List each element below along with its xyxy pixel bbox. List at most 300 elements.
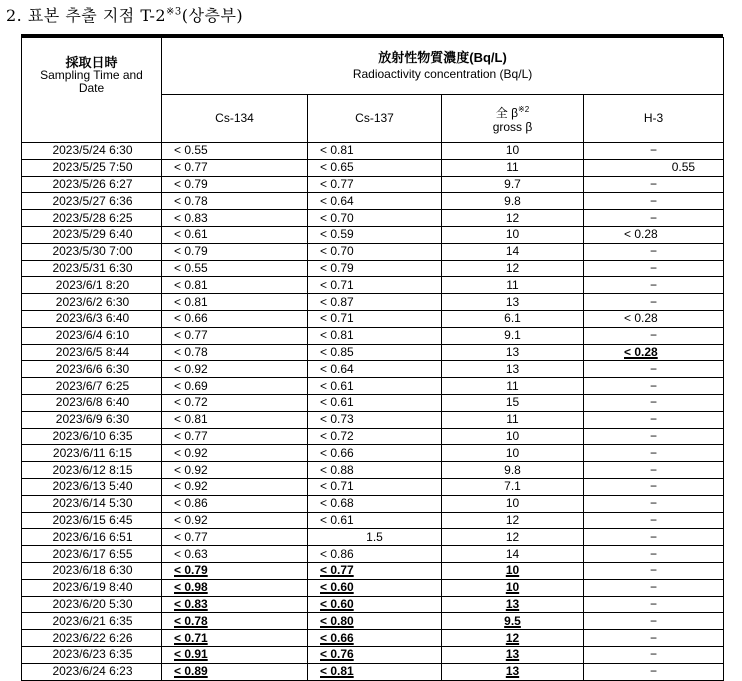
cs137-cell [308,646,442,663]
gross-beta-cell [442,546,584,563]
h3-cell-value: − [650,613,658,628]
h3-cell-value: < 0.28 [624,344,658,359]
sampling-date-cell [22,562,162,579]
sampling-date-cell-value: 2023/6/12 8:15 [52,462,133,477]
table-row [22,327,724,344]
sampling-date-cell-value: 2023/6/10 6:35 [52,428,133,443]
h3-cell-value: − [650,210,658,225]
cs137-cell [308,193,442,210]
h3-cell-value: − [650,294,658,309]
cs134-cell [162,193,308,210]
date-column-header [22,38,162,143]
cs134-cell-value: < 0.79 [174,563,208,578]
gross-beta-cell-value: 10 [505,143,520,158]
gross-beta-cell [442,663,584,680]
sampling-date-cell-value: 2023/6/14 5:30 [52,496,133,511]
cs134-cell [162,378,308,395]
cs137-cell-value: < 0.60 [320,596,354,611]
cs137-cell [308,512,442,529]
table-row [22,596,724,613]
table-row [22,428,724,445]
sampling-date-cell [22,277,162,294]
h3-cell-value: − [650,647,658,662]
h3-cell [584,495,724,512]
cs134-cell [162,226,308,243]
h3-cell [584,546,724,563]
table-row [22,495,724,512]
sampling-date-cell [22,663,162,680]
gross-beta-cell [442,529,584,546]
sampling-date-cell [22,445,162,462]
cs137-header: Cs-137 [308,94,442,142]
sampling-date-cell-value: 2023/6/5 8:44 [55,344,130,359]
gross-beta-cell-value: 9.7 [504,176,521,191]
gross-beta-cell-value: 12 [505,630,520,645]
sampling-date-cell [22,310,162,327]
cs137-cell [308,310,442,327]
table-row [22,361,724,378]
gross-beta-cell-value: 12 [505,210,520,225]
cs134-cell-value: < 0.79 [174,176,208,191]
sampling-date-cell-value: 2023/5/29 6:40 [52,227,133,242]
sampling-date-cell [22,243,162,260]
gross-beta-cell [442,193,584,210]
table-row [22,663,724,680]
h3-cell-value: < 0.28 [624,227,658,242]
cs137-cell [308,210,442,227]
sampling-date-cell-value: 2023/6/6 6:30 [55,361,130,376]
cs134-cell [162,143,308,160]
cs137-cell-value: < 0.61 [320,395,354,410]
cs134-cell-value: < 0.55 [174,260,208,275]
gross-beta-cell-value: 9.8 [504,193,521,208]
gross-beta-cell-value: 12 [505,529,520,544]
cs137-cell [308,394,442,411]
gross-beta-cell-value: 13 [505,664,520,679]
gross-beta-cell [442,159,584,176]
cs134-cell-value: < 0.83 [174,210,208,225]
gross-beta-cell-value: 11 [506,412,519,427]
sampling-date-cell-value: 2023/6/24 6:23 [52,664,133,679]
gross-beta-cell-value: 6.1 [504,311,521,326]
cs137-cell [308,143,442,160]
cs134-cell [162,630,308,647]
table-row [22,159,724,176]
cs137-cell [308,462,442,479]
cs137-cell-value: < 0.81 [320,143,354,158]
h3-cell-value: − [650,630,658,645]
sampling-date-cell-value: 2023/5/26 6:27 [52,176,133,191]
cs137-cell-value: < 0.88 [320,462,354,477]
gross-beta-cell [442,562,584,579]
sampling-date-cell-value: 2023/5/28 6:25 [52,210,133,225]
h3-cell [584,478,724,495]
sampling-date-cell-value: 2023/5/25 7:50 [52,160,133,175]
sampling-date-cell-value: 2023/6/17 6:55 [52,546,133,561]
cs134-cell [162,495,308,512]
table-row [22,646,724,663]
table-row [22,478,724,495]
h3-cell-value: − [650,580,658,595]
h3-cell [584,512,724,529]
cs137-cell [308,613,442,630]
table-row [22,546,724,563]
h3-cell-value: − [650,328,658,343]
cs134-cell [162,411,308,428]
h3-cell [584,646,724,663]
cs134-cell-value: < 0.77 [174,160,208,175]
sampling-date-cell [22,361,162,378]
gross-beta-en: gross β [492,119,533,134]
cs134-cell-value: < 0.81 [174,294,208,309]
h3-cell-value: − [650,176,658,191]
h3-header: H-3 [584,94,724,142]
sampling-date-cell-value: 2023/6/21 6:35 [52,613,133,628]
h3-cell [584,327,724,344]
cs137-cell-value: < 0.87 [320,294,354,309]
gross-beta-cell-value: 14 [505,546,520,561]
h3-cell [584,260,724,277]
gross-beta-cell [442,378,584,395]
h3-cell [584,445,724,462]
table-row [22,630,724,647]
gross-beta-cell-value: 7.1 [504,479,521,494]
cs137-cell-value: < 0.68 [320,496,354,511]
cs134-cell [162,344,308,361]
cs137-cell [308,277,442,294]
cs137-cell-value: < 0.61 [320,512,354,527]
gross-beta-cell-value: 15 [505,395,520,410]
table-row [22,529,724,546]
cs134-cell-value: < 0.92 [174,361,208,376]
sampling-date-cell [22,579,162,596]
h3-cell [584,562,724,579]
sampling-date-cell-value: 2023/6/18 6:30 [52,563,133,578]
cs134-cell-value: < 0.89 [174,664,208,679]
h3-cell-value: 0.55 [671,160,696,175]
gross-beta-cell-value: 13 [505,361,520,376]
table-row [22,445,724,462]
cs137-cell [308,159,442,176]
table-row [22,176,724,193]
h3-cell [584,277,724,294]
h3-cell-value: − [650,361,658,376]
cs137-cell [308,478,442,495]
table-row [22,294,724,311]
h3-cell [584,226,724,243]
h3-cell [584,596,724,613]
h3-cell [584,193,724,210]
cs137-cell [308,344,442,361]
cs134-cell-value: < 0.92 [174,479,208,494]
sampling-date-cell-value: 2023/5/30 7:00 [52,244,133,259]
gross-beta-cell [442,243,584,260]
gross-beta-cell [442,226,584,243]
gross-beta-cell-value: 11 [506,160,519,175]
cs134-cell [162,277,308,294]
h3-cell [584,428,724,445]
cs134-cell [162,646,308,663]
group-header-ja: 放射性物質濃度(Bq/L) [378,49,507,65]
h3-cell-value: − [650,277,658,292]
cs137-cell-value: < 0.65 [320,160,354,175]
sampling-date-cell [22,344,162,361]
cs134-cell [162,327,308,344]
table-row [22,613,724,630]
table-row [22,411,724,428]
sampling-date-cell-value: 2023/6/13 5:40 [52,479,133,494]
cs137-cell-value: < 0.73 [320,412,354,427]
cs134-cell [162,428,308,445]
sampling-date-cell [22,210,162,227]
table-row [22,193,724,210]
h3-cell-value: − [650,428,658,443]
sampling-date-cell-value: 2023/6/22 6:26 [52,630,133,645]
cs137-cell [308,630,442,647]
gross-beta-cell-value: 11 [506,277,519,292]
cs137-cell-value: < 0.77 [320,563,354,578]
sampling-date-cell-value: 2023/5/27 6:36 [52,193,133,208]
h3-cell [584,394,724,411]
cs137-cell [308,327,442,344]
cs137-cell-value: < 0.79 [320,260,354,275]
h3-cell-value: − [650,193,658,208]
sampling-date-cell-value: 2023/6/3 6:40 [55,311,130,326]
cs137-cell [308,378,442,395]
gross-beta-cell [442,512,584,529]
cs134-cell-value: < 0.78 [174,193,208,208]
gross-beta-cell [442,344,584,361]
cs137-cell-value: < 0.60 [320,580,354,595]
cs137-cell [308,361,442,378]
cs134-cell [162,394,308,411]
cs134-cell-value: < 0.78 [174,344,208,359]
h3-cell-value: − [650,529,658,544]
gross-beta-cell [442,327,584,344]
h3-cell-value: < 0.28 [624,311,658,326]
sampling-date-cell [22,428,162,445]
h3-cell [584,462,724,479]
gross-beta-cell [442,646,584,663]
h3-cell-value: − [650,664,658,679]
cs137-cell [308,529,442,546]
table-row [22,579,724,596]
cs134-cell-value: < 0.69 [174,378,208,393]
cs137-cell [308,663,442,680]
h3-cell [584,310,724,327]
cs137-cell-value: < 0.61 [320,378,354,393]
cs137-cell-value: < 0.81 [320,328,354,343]
cs134-cell-value: < 0.72 [174,395,208,410]
cs134-cell [162,546,308,563]
h3-cell [584,613,724,630]
sampling-date-cell [22,462,162,479]
table-row [22,562,724,579]
cs134-cell [162,663,308,680]
cs137-cell [308,411,442,428]
sampling-date-cell [22,143,162,160]
sampling-date-cell [22,378,162,395]
cs134-header: Cs-134 [162,94,308,142]
heading-suffix: (상층부) [181,6,244,25]
cs134-cell [162,243,308,260]
table-row [22,210,724,227]
cs137-cell-value: < 0.70 [320,244,354,259]
h3-cell [584,663,724,680]
sampling-date-cell-value: 2023/5/31 6:30 [52,260,133,275]
cs137-cell-value: < 0.64 [320,193,354,208]
table-row [22,378,724,395]
sampling-date-cell-value: 2023/6/16 6:51 [52,529,133,544]
cs137-cell [308,226,442,243]
cs134-cell-value: < 0.61 [174,227,208,242]
gross-beta-cell-value: 10 [505,563,520,578]
gross-beta-cell-value: 13 [505,647,520,662]
cs137-cell [308,546,442,563]
cs137-cell [308,562,442,579]
gross-beta-header [442,94,584,142]
sampling-date-cell [22,529,162,546]
cs137-cell [308,445,442,462]
cs134-cell [162,613,308,630]
gross-beta-cell [442,394,584,411]
gross-beta-cell-value: 13 [505,294,520,309]
h3-cell-value: − [650,462,658,477]
cs137-cell-value: < 0.85 [320,344,354,359]
cs134-cell [162,462,308,479]
cs134-cell [162,579,308,596]
sampling-date-cell-value: 2023/6/7 6:25 [55,378,130,393]
h3-cell-value: − [650,496,658,511]
gross-beta-cell-value: 12 [505,260,520,275]
h3-cell [584,143,724,160]
h3-cell-value: − [650,479,658,494]
cs137-cell-value: < 0.80 [320,613,354,628]
cs134-cell-value: < 0.79 [174,244,208,259]
gross-beta-cell [442,478,584,495]
h3-cell [584,411,724,428]
section-heading [6,3,243,26]
cs134-cell [162,512,308,529]
table-row [22,344,724,361]
cs134-cell [162,445,308,462]
h3-cell [584,579,724,596]
gross-beta-cell [442,462,584,479]
sampling-date-cell [22,394,162,411]
h3-cell-value: − [650,143,658,158]
h3-cell [584,159,724,176]
table-row [22,310,724,327]
h3-cell-value: − [650,378,658,393]
gross-beta-cell-value: 9.8 [504,462,521,477]
h3-cell-value: − [650,546,658,561]
date-header-ja: 採取日時 [65,55,118,70]
table-row [22,243,724,260]
cs134-cell-value: < 0.83 [174,596,208,611]
gross-beta-cell [442,310,584,327]
cs134-cell-value: < 0.92 [174,512,208,527]
cs134-cell-value: < 0.63 [174,546,208,561]
cs137-cell-value: < 0.64 [320,361,354,376]
h3-cell [584,378,724,395]
cs134-cell-value: < 0.77 [174,529,208,544]
h3-cell-value: − [650,596,658,611]
sampling-date-cell-value: 2023/6/4 6:10 [55,328,130,343]
cs137-cell-value: < 0.86 [320,546,354,561]
gross-beta-cell [442,143,584,160]
cs134-cell [162,260,308,277]
sampling-date-cell-value: 2023/6/2 6:30 [55,294,130,309]
h3-cell [584,243,724,260]
table-row [22,512,724,529]
sampling-date-cell [22,596,162,613]
sampling-date-cell-value: 2023/6/15 6:45 [52,512,133,527]
gross-beta-cell [442,630,584,647]
cs137-cell-value: < 0.71 [320,277,354,292]
h3-cell [584,294,724,311]
gross-beta-cell-value: 13 [505,596,520,611]
gross-beta-cell [442,260,584,277]
h3-cell-value: − [650,260,658,275]
cs134-cell [162,159,308,176]
h3-cell [584,344,724,361]
sampling-date-cell-value: 2023/6/20 5:30 [52,596,133,611]
h3-cell [584,630,724,647]
gross-beta-cell [442,445,584,462]
gross-beta-footnote: ※2 [518,104,530,114]
concentration-group-header [162,38,724,95]
table-row [22,277,724,294]
sampling-date-cell [22,260,162,277]
table-row [22,143,724,160]
table-row [22,394,724,411]
cs137-cell-value: < 0.76 [320,647,354,662]
cs134-cell [162,294,308,311]
h3-cell-value: − [650,412,658,427]
cs134-cell-value: < 0.86 [174,496,208,511]
radioactivity-table [21,37,724,681]
gross-beta-cell-value: 10 [505,496,520,511]
sampling-date-cell [22,411,162,428]
sampling-date-cell [22,176,162,193]
gross-beta-cell-value: 10 [505,580,520,595]
cs137-cell-value: < 0.81 [320,664,354,679]
gross-beta-cell-value: 12 [505,512,520,527]
cs137-cell [308,294,442,311]
gross-beta-cell [442,613,584,630]
cs137-cell-value: < 0.70 [320,210,354,225]
gross-beta-cell [442,210,584,227]
cs134-cell-value: < 0.78 [174,613,208,628]
sampling-date-cell [22,226,162,243]
h3-cell [584,361,724,378]
sampling-date-cell [22,495,162,512]
h3-cell-value: − [650,445,658,460]
sampling-date-cell [22,294,162,311]
sampling-date-cell [22,327,162,344]
h3-cell [584,176,724,193]
cs134-cell-value: < 0.98 [174,580,208,595]
sampling-date-cell-value: 2023/6/8 6:40 [55,395,130,410]
sampling-date-cell-value: 2023/6/9 6:30 [55,412,130,427]
sampling-date-cell [22,478,162,495]
heading-text: 2. 표본 추출 지점 T-2 [6,6,167,25]
cs137-cell-value: < 0.66 [320,445,354,460]
h3-cell-value: − [650,563,658,578]
sampling-date-cell-value: 2023/6/23 6:35 [52,647,133,662]
table-row [22,260,724,277]
gross-beta-cell-value: 9.1 [504,328,521,343]
